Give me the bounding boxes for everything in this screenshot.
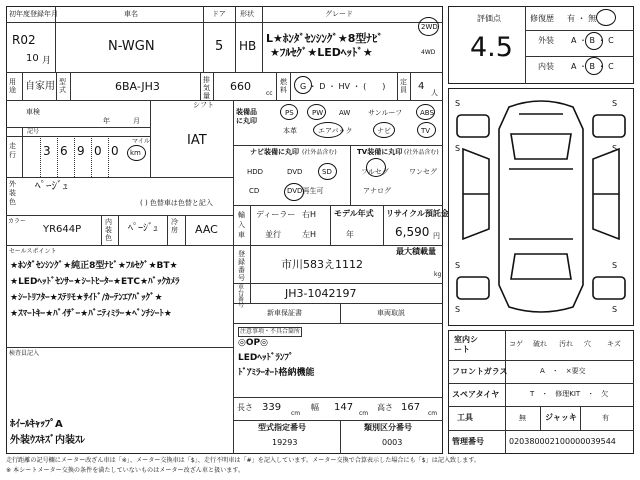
- equipment-label: 装備品に丸印: [236, 108, 257, 125]
- inspection-year: 年: [103, 117, 110, 125]
- grade-line2: ★ﾌﾙｾｸﾞ★LEDﾍｯﾄﾞ★: [270, 46, 373, 59]
- import-left: 左H: [302, 230, 317, 239]
- diagram-mark: S: [455, 305, 461, 314]
- spare-tire-label: スペアタイヤ: [452, 390, 500, 399]
- mileage-digit: 3: [43, 144, 51, 158]
- exterior-label: 外装色: [9, 180, 16, 206]
- exterior-note: ( ) 色替車は色替と記入: [140, 199, 213, 207]
- mileage-digit: 6: [60, 144, 68, 158]
- front-glass-value: A ・ ×要交: [540, 367, 586, 375]
- equipment-circle: [416, 104, 435, 120]
- nav-label: ナビ装備に丸印: [250, 148, 299, 156]
- score-value: 4.5: [470, 32, 513, 63]
- use: 自家用: [25, 81, 55, 92]
- jack-label: ジャッキ: [545, 413, 577, 422]
- disp-label: 排気量: [203, 76, 210, 100]
- nav-item: SD: [322, 168, 332, 176]
- class-no: 0003: [382, 438, 403, 447]
- notes-line2: LEDﾍｯﾄﾞﾗﾝﾌﾟ: [238, 353, 294, 363]
- inspection-label: 車検: [26, 108, 40, 116]
- equipment-circle: [280, 104, 298, 120]
- ac-label: 冷房: [171, 218, 178, 234]
- mileage-km: km: [130, 149, 141, 157]
- plate-value: 市川583え1112: [281, 258, 363, 271]
- reg-label: 初年度登録年月: [9, 10, 58, 18]
- model-year-unit: 年: [346, 230, 354, 239]
- equipment-item: PS: [285, 109, 294, 117]
- nav-item: CD: [249, 187, 260, 195]
- door-label: ドア: [212, 10, 226, 18]
- color-no-label: カラー: [8, 218, 27, 225]
- fuel-label: 燃料: [280, 78, 287, 94]
- diagram-mark: S: [455, 261, 461, 270]
- tv-item: フルセグ: [361, 168, 389, 176]
- equipment-item: TV: [421, 127, 431, 135]
- score-label: 評価点: [477, 14, 501, 23]
- import-label: 輸入車: [238, 211, 245, 239]
- mgmt-label: 管理番号: [452, 437, 484, 446]
- car-name: N-WGN: [108, 39, 155, 54]
- equipment-circle: [307, 104, 326, 120]
- exterior-grade-circle: [585, 32, 603, 50]
- inspector-line2: 外装ｳｽｷｽﾞ内装ｽﾚ: [10, 435, 85, 446]
- jack-value: 有: [602, 414, 609, 422]
- name-label: 車名: [124, 10, 138, 18]
- height-value: 167: [401, 402, 421, 413]
- width-cm: cm: [359, 410, 369, 417]
- int-color-label: 内装色: [105, 218, 112, 242]
- manual-label: 車両取説: [377, 309, 405, 317]
- length-cm: cm: [291, 410, 301, 417]
- notes-line3: ﾄﾞｱﾐﾗｰｵｰﾄ格納機能: [238, 368, 315, 378]
- exterior-value: ﾍﾟｰｼﾞｭ: [35, 179, 68, 192]
- equipment-item: サンルーフ: [368, 109, 403, 117]
- footer-line1: 走行距離の記号欄にメーター改ざん車は「※」、メーター交換車は「$」、走行不明車は「#」を記入しています。メーター交換で合算表示した場合にも「$」は記入致します。: [6, 457, 481, 464]
- car-outline-icon: [449, 89, 633, 325]
- load-label: 最大積載量: [396, 247, 436, 256]
- interior-seat-item: 汚れ: [559, 340, 573, 348]
- person-unit: 人: [431, 89, 438, 97]
- import-right: 右H: [302, 210, 317, 219]
- fuel-options: G ・ D ・ HV ・ ( ): [300, 82, 386, 91]
- interior-seat-label: 室内シート: [454, 335, 478, 354]
- length-value: 339: [262, 402, 282, 413]
- interior-grade-opts: A ・ B ・ C: [571, 62, 614, 71]
- interior-grade-label: 内装: [538, 62, 554, 71]
- grade-line1: L★ﾎﾝﾀﾞｾﾝｼﾝｸﾞ★8型ﾅﾋﾞ: [266, 32, 383, 45]
- use-label: 用途: [9, 78, 16, 94]
- equipment-item: ナビ: [377, 127, 391, 135]
- reg-month: 10: [26, 53, 39, 64]
- nav-item: DVD再生可: [287, 187, 324, 195]
- diagram-mark: S: [612, 144, 618, 153]
- displacement: 660: [230, 80, 251, 93]
- interior-seat-item: キズ: [607, 340, 621, 348]
- length-label: 長さ: [237, 403, 253, 412]
- load-unit: kg: [434, 271, 442, 278]
- nav-sub: (社外品含む): [302, 149, 337, 156]
- height-label: 高さ: [377, 403, 393, 412]
- chassis-label: 車台番号: [238, 284, 245, 309]
- mileage-sub-label: 記号: [27, 128, 40, 135]
- int-color: ﾍﾟｰｼﾞｭ: [128, 223, 158, 234]
- model-year-label: モデル年式: [334, 209, 374, 218]
- footer-line2: ※ 本シートメーター交換の条件を満たしていないものはメーター改ざん車と扱います。: [6, 467, 245, 474]
- equipment-item: エアバック: [318, 127, 353, 135]
- inspector-line1: ﾎｲｰﾙｷｬｯﾌﾟA: [10, 419, 63, 430]
- equipment-item: AW: [339, 109, 351, 117]
- diagram-mark: S: [455, 144, 461, 153]
- tv-label: TV装備に丸印: [357, 148, 403, 156]
- interior-grade-circle: [585, 57, 603, 75]
- capacity: 4: [418, 81, 425, 92]
- sales-point-line: ★ｼｰﾄﾘﾌﾀｰ★ｽﾃﾘﾓ★ｻｲﾄﾞ/ｶｰﾃﾝｴｱﾊﾞｯｸﾞ★: [10, 293, 163, 303]
- diagram-mark: S: [612, 99, 618, 108]
- nav-item: DVD: [287, 168, 303, 176]
- interior-seat-item: 破れ: [533, 340, 547, 348]
- month-unit: 月: [42, 56, 52, 66]
- tv-item: ワンセグ: [409, 168, 437, 176]
- equipment-item: PW: [312, 109, 324, 117]
- inspector-label: 検査員記入: [9, 350, 40, 357]
- sales-point-line: ★ｽﾏｰﾄｷｰ★ﾊﾞｲｻﾞｰ★ﾊﾞﾆﾃｨﾐﾗｰ★ﾍﾞﾝﾁｼｰﾄ★: [10, 309, 172, 319]
- equipment-item: 本革: [283, 127, 297, 135]
- mileage-digit: 0: [94, 144, 102, 158]
- mgmt-value: 020380002100000039544: [509, 437, 616, 446]
- height-cm: cm: [428, 410, 438, 417]
- class-no-label: 類別区分番号: [364, 423, 412, 432]
- type-no: 19293: [272, 438, 298, 447]
- model-label: 型式: [59, 78, 66, 94]
- notes-line1: ◎OP◎: [238, 338, 268, 348]
- interior-seat-item: コゲ: [509, 340, 523, 348]
- repair-label: 修復歴: [530, 14, 554, 23]
- tv-fullseg-circle: [366, 158, 386, 177]
- exterior-grade-opts: A ・ B ・ C: [571, 36, 614, 45]
- nav-sd-circle: [318, 163, 337, 180]
- shape-label: 形状: [240, 10, 254, 18]
- diagram-mark: S: [612, 261, 618, 270]
- tools-label: 工具: [457, 413, 473, 422]
- tv-sub: (社外品含む): [404, 149, 439, 156]
- width-value: 147: [334, 402, 354, 413]
- model: 6BA-JH3: [115, 80, 160, 93]
- diagram-mark: S: [612, 305, 618, 314]
- spare-tire-value: T ・ 修理KIT ・ 欠: [530, 390, 609, 398]
- nav-item: HDD: [247, 168, 264, 176]
- tools-value: 無: [519, 414, 526, 422]
- recycle-yen: 円: [433, 232, 440, 240]
- width-label: 幅: [311, 403, 319, 412]
- front-glass-label: フロントガラス: [452, 367, 508, 376]
- chassis-value: JH3-1042197: [285, 287, 357, 300]
- shift-value: IAT: [187, 133, 207, 148]
- repair-opts: 有 ・ 無: [567, 14, 597, 23]
- mileage-digit: 9: [77, 144, 85, 158]
- fuel-g-circle: [294, 76, 312, 94]
- import-parallel: 並行: [265, 230, 281, 239]
- doors: 5: [215, 39, 224, 54]
- tv-item: アナログ: [363, 187, 391, 195]
- plate-label: 登録番号: [238, 250, 245, 282]
- equipment-item: ABS: [420, 109, 434, 117]
- color-no: YR644P: [43, 224, 82, 235]
- shift-label: シフト: [193, 101, 214, 109]
- sales-point-line: ★LEDﾍｯﾄﾞｾﾝｻｰ★ｼｰﾄﾋｰﾀｰ★ETC★ﾊﾞｯｸｶﾒﾗ: [10, 277, 180, 287]
- shape: HB: [239, 39, 257, 53]
- cc-unit: cc: [266, 90, 273, 97]
- mileage-mile: マイル: [132, 138, 150, 145]
- repair-circle: [596, 9, 616, 26]
- mileage-label: 走行: [9, 142, 16, 159]
- type-no-label: 型式指定番号: [258, 423, 306, 432]
- cap-label: 定員: [400, 78, 407, 94]
- mileage-digit: 0: [111, 144, 119, 158]
- new-warranty-label: 新車保証書: [267, 309, 302, 317]
- recycle-amount: 6,590: [395, 225, 430, 239]
- diagram-mark: S: [455, 99, 461, 108]
- import-dealer: ディーラー: [256, 210, 296, 219]
- inspection-month: 月: [133, 117, 140, 125]
- grade-label: グレード: [325, 10, 353, 18]
- reg-era-year: R02: [12, 33, 36, 47]
- drive-4wd: 4WD: [421, 49, 436, 56]
- sales-point-line: ★ﾎﾝﾀﾞｾﾝｼﾝｸﾞ★純正8型ﾅﾋﾞ★ﾌﾙｾｸﾞ★BT★: [10, 261, 178, 271]
- sales-label: セールスポイント: [9, 248, 57, 255]
- exterior-grade-label: 外装: [538, 36, 554, 45]
- ac-value: AAC: [195, 223, 218, 236]
- notes-label: 注意事項・不具合箇所: [240, 328, 301, 335]
- recycle-label: リサイクル預託金: [386, 209, 449, 218]
- drive-2wd: 2WD: [421, 23, 438, 31]
- nav-dvd-circle: [284, 183, 304, 201]
- interior-seat-item: 穴: [584, 340, 591, 348]
